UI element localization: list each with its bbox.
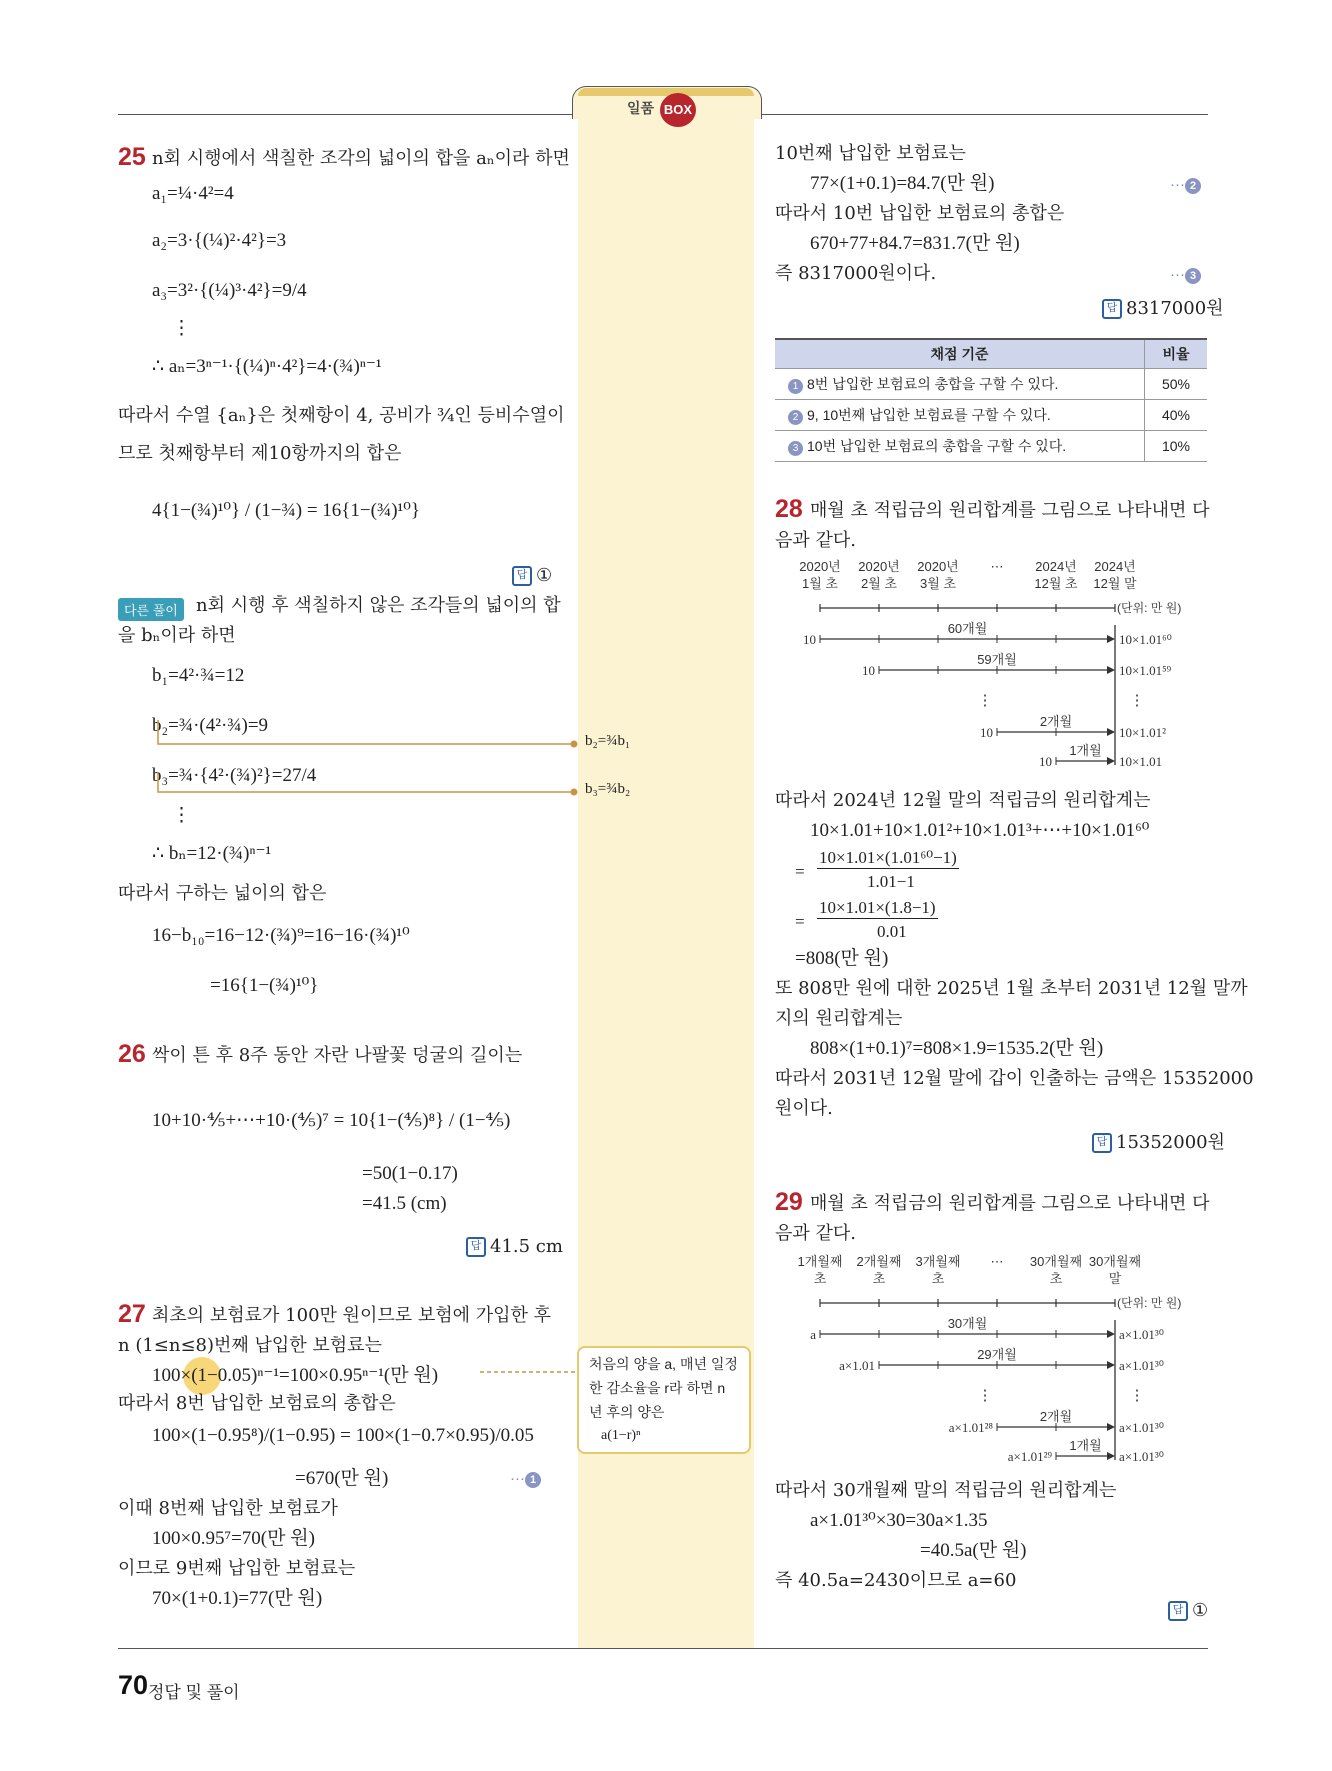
row-months: 2개월 [1039,1409,1073,1424]
timeline-col-label: 초 [813,1271,827,1286]
q27-line4: 100×0.95⁷=70(만 원) [152,1528,315,1549]
q25-number: 25 [118,143,146,171]
arrow-head [1107,757,1115,765]
answer-icon: 답 [512,566,532,586]
q27-t1: 따라서 8번 납입한 보험료의 총합은 [118,1393,396,1414]
timeline-col-label: 2020년 [799,559,841,574]
note-line4: a(1−r)ⁿ [601,1428,641,1443]
answer-icon: 답 [1102,299,1122,319]
q26-line3: =41.5 (cm) [362,1193,447,1214]
timeline-col-label: 초 [1049,1271,1063,1286]
q25-text2: 므로 첫째항부터 제10항까지의 합은 [118,443,402,464]
q29-number: 29 [775,1188,803,1216]
q28-frac1-den: 1.01−1 [867,872,915,891]
q28-frac1-num: 10×1.01×(1.01⁶⁰−1) [819,848,957,867]
step-marker: 1 [788,379,803,394]
q25-intro: n회 시행에서 색칠한 조각의 넓이의 합을 aₙ이라 하면 [152,148,570,169]
q26-answer [466,1236,563,1257]
row-end-value: 10×1.01² [1119,725,1166,740]
q25-bn: ∴ bₙ=12·(¾)ⁿ⁻¹ [152,843,272,864]
q25-connectors [150,720,620,810]
q29-l1: a×1.01³⁰×30=30a×1.35 [810,1510,988,1531]
q27-line3: =670(만 원) [295,1468,389,1489]
arrow-head [1107,1423,1115,1431]
row-end-value: 10×1.01⁵⁹ [1119,663,1172,678]
q25-line4: ∴ aₙ=3ⁿ⁻¹·{(¼)ⁿ·4²}=4·(¾)ⁿ⁻¹ [152,356,382,377]
row-start-value: 10 [803,632,816,647]
criteria-row [775,369,1207,400]
criteria-text: 8번 납입한 보험료의 총합을 구할 수 있다. [807,376,1059,392]
q27-l0: n (1≤n≤8)번째 납입한 보험료는 [118,1335,382,1356]
q25-alt-text2: 을 bₙ이라 하면 [118,625,236,646]
footer-label: 정답 및 풀이 [148,1683,240,1702]
criteria-header-row [775,339,1207,369]
row-start-value: a [810,1327,816,1342]
timeline-col-label: 2개월째 [856,1254,902,1269]
q27-r-l1: 77×(1+0.1)=84.7(만 원) [810,173,995,194]
timeline-col-label: 2024년 [1035,559,1077,574]
timeline-col-label: 12월 초 [1034,576,1078,591]
q29-answer [1168,1600,1208,1621]
timeline-col-label: 2020년 [917,559,959,574]
answer-icon: 답 [1092,1133,1112,1153]
row-start-value: 10 [1039,754,1052,769]
q29-intro2: 음과 같다. [775,1223,856,1244]
arrow-head [1107,1330,1115,1338]
row-months: 60개월 [947,621,988,636]
q25-header [118,143,146,172]
q29-answer-value: ① [1192,1600,1209,1621]
row-dots: ⋮ [977,1386,993,1404]
q26-number: 26 [118,1040,146,1068]
q27-r-l2: 670+77+84.7=831.7(만 원) [810,233,1020,254]
page-number: 70 [118,1670,149,1700]
row-start-value: 10 [862,663,875,678]
timeline-col-label: ⋯ [990,1254,1004,1269]
timeline-col-label: ⋯ [990,559,1004,574]
q25-b1: b₁=4²·¾=12 [152,665,245,686]
step-marker: 3 [788,441,803,456]
q27-line1: 100×(1−0.05)ⁿ⁻¹=100×0.95ⁿ⁻¹(만 원) [152,1365,439,1386]
row-months: 1개월 [1069,1438,1102,1453]
row-end-value: 10×1.01⁶⁰ [1119,632,1172,647]
row-end-value: a×1.01³⁰ [1119,1420,1164,1435]
criteria-rate: 40% [1145,400,1208,431]
q26-intro: 싹이 튼 후 8주 동안 자란 나팔꽃 덩굴의 길이는 [152,1045,523,1066]
criteria-text: 10번 납입한 보험료의 총합을 구할 수 있다. [807,438,1067,454]
q29-l3: 즉 40.5a=2430이므로 a=60 [775,1570,1017,1591]
row-end-value: a×1.01³⁰ [1119,1327,1164,1342]
row-months: 2개월 [1039,714,1073,729]
q26-line2: =50(1−0.17) [362,1163,458,1184]
criteria-text: 9, 10번째 납입한 보험료를 구할 수 있다. [807,407,1051,423]
unit-label: (단위: 만 원) [1117,601,1182,615]
q25-line2: a₂=3·{(¼)²·4²}=3 [152,230,287,251]
q28-answer [1092,1128,1225,1154]
note-line1: 처음의 양을 a, 매년 일정 [589,1356,738,1372]
row-months: 1개월 [1069,743,1102,758]
q25-dots: ⋮ [172,318,191,339]
q25-b2: b₂=¾·(4²·¾)=9 [152,715,269,736]
timeline-col-label: 2월 초 [861,576,897,591]
side-note-b3: b₃=¾b₂ [585,781,631,797]
q29-header [775,1188,803,1217]
timeline-col-label: 3월 초 [920,576,956,591]
q26-answer-value: 41.5 cm [490,1236,563,1257]
timeline-col-label: 말 [1108,1271,1122,1286]
q28-l4: =808(만 원) [795,948,889,969]
q27-r-t1: 10번째 납입한 보험료는 [775,143,966,164]
q25-answer [512,565,552,586]
arrow-head [1107,1452,1115,1460]
answer-icon: 답 [466,1237,486,1257]
row-end-value: a×1.01³⁰ [1119,1358,1164,1373]
timeline-col-label: 초 [931,1271,945,1286]
tip-note-box [577,1346,751,1454]
row-end-value: a×1.01³⁰ [1119,1449,1164,1464]
q29-t1: 따라서 30개월째 말의 적립금의 원리합계는 [775,1480,1117,1501]
q27-line2: 100×(1−0.95⁸)/(1−0.95) = 100×(1−0.7×0.95)/0.05 [152,1425,534,1446]
q27-t3: 이므로 9번째 납입한 보험료는 [118,1558,356,1579]
q28-number: 28 [775,495,803,523]
row-end-value: 10×1.01 [1119,754,1163,769]
q28-t4: 따라서 2031년 12월 말에 갑이 인출하는 금액은 15352000 [775,1068,1254,1089]
q29-intro1: 매월 초 적립금의 원리합계를 그림으로 나타내면 다 [810,1193,1210,1214]
timeline-col-label: 2024년 [1094,559,1136,574]
criteria-rate: 10% [1145,431,1208,462]
row-dots: ⋮ [977,691,993,709]
q25-answer-value: ① [536,565,553,586]
timeline-col-label: 2020년 [858,559,900,574]
q27-header [118,1300,146,1329]
q26-line1: 10+10·⅘+⋯+10·(⅘)⁷ = 10{1−(⅘)⁸} / (1−⅘) [152,1110,511,1131]
q25-bdots: ⋮ [172,805,191,826]
q28-frac2-den: 0.01 [877,922,907,941]
row-dots: ⋮ [1129,1386,1145,1404]
q27-step3: ··· 3 [1170,266,1201,284]
row-months: 59개월 [977,652,1017,667]
q25-alt-text1: n회 시행 후 색칠하지 않은 조각들의 넓이의 합 [196,595,561,616]
timeline-col-label: 1개월째 [797,1254,843,1269]
q27-t2: 이때 8번째 납입한 보험료가 [118,1498,338,1519]
q25-r2: =16{1−(¾)¹⁰} [210,975,319,996]
criteria-row [775,431,1207,462]
q27-dashed-connector [480,1370,580,1374]
q25-line3: a₃=3²·{(¼)³·4²}=9/4 [152,280,307,301]
q28-t1: 따라서 2024년 12월 말의 적립금의 원리합계는 [775,790,1151,811]
row-months: 29개월 [977,1347,1017,1362]
q27-step1: ··· 1 [510,1470,541,1488]
row-start-value: a×1.01 [839,1358,875,1373]
timeline-col-label: 30개월째 [1029,1254,1083,1269]
connector-dot [571,741,578,748]
q27-line5: 70×(1+0.1)=77(만 원) [152,1588,323,1609]
q28-frac2-num: 10×1.01×(1.8−1) [819,898,936,917]
arrow-head [1107,635,1115,643]
box-badge: BOX [660,93,696,127]
box-label: 일품 [627,100,655,116]
connector-dot [571,789,578,796]
q27-answer [1102,294,1224,320]
q29-l2: =40.5a(만 원) [920,1540,1027,1561]
criteria-rate: 50% [1145,369,1208,400]
row-dots: ⋮ [1129,691,1145,709]
q28-t3: 지의 원리합계는 [775,1008,903,1029]
row-start-value: a×1.01²⁸ [948,1420,993,1435]
q25-text1: 따라서 수열 {aₙ}은 첫째항이 4, 공비가 ¾인 등비수열이 [118,405,565,426]
q27-step2: ··· 2 [1170,176,1201,194]
criteria-row [775,400,1207,431]
q25-text3: 따라서 구하는 넓이의 합은 [118,883,327,904]
timeline-col-label: 12월 말 [1093,576,1137,591]
q28-l1: 10×1.01+10×1.01²+10×1.01³+⋯+10×1.01⁶⁰ [810,820,1150,841]
q27-intro: 최초의 보험료가 100만 원이므로 보험에 가입한 후 [152,1305,552,1326]
row-start-value: a×1.01²⁹ [1007,1449,1052,1464]
box-tab-accent [578,88,754,96]
arrow-head [1107,728,1115,736]
connector-b2 [158,720,574,744]
q27-r-t3: 즉 8317000원이다. [775,263,937,284]
timeline-col-label: 1월 초 [802,576,838,591]
side-note-b2: b₂=¾b₁ [585,733,631,749]
q28-answer-value: 15352000원 [1116,1132,1226,1153]
q28-intro2: 음과 같다. [775,530,856,551]
note-line2: 한 감소율을 r라 하면 n [589,1380,726,1396]
step-marker: 2 [788,410,803,425]
connector-b3 [158,772,574,792]
q28-diagram [775,555,1205,780]
q26-header [118,1040,146,1069]
q25-b3: b₃=¾·{4²·(¾)²}=27/4 [152,765,317,786]
alt-solution-badge: 다른 풀이 [118,598,184,621]
q29-diagram [775,1250,1205,1475]
timeline-col-label: 30개월째 [1088,1254,1142,1269]
answer-icon: 답 [1168,1601,1188,1621]
row-months: 30개월 [947,1316,988,1331]
q27-number: 27 [118,1300,146,1328]
footer-rule [118,1648,1208,1649]
arrow-head [1107,666,1115,674]
q27-r-t2: 따라서 10번 납입한 보험료의 총합은 [775,203,1065,224]
criteria-header: 채점 기준 [775,339,1145,369]
q25-sum: 4{1−(¾)¹⁰} / (1−¾) = 16{1−(¾)¹⁰} [152,500,420,521]
row-start-value: 10 [980,725,993,740]
q28-l5: 808×(1+0.1)⁷=808×1.9=1535.2(만 원) [810,1038,1104,1059]
q25-r1: 16−b₁₀=16−12·(¾)⁹=16−16·(¾)¹⁰ [152,925,410,946]
q28-t2: 또 808만 원에 대한 2025년 1월 초부터 2031년 12월 말까 [775,978,1248,999]
arrow-head [1107,1361,1115,1369]
note-line3: 년 후의 양은 [589,1404,665,1420]
q28-intro1: 매월 초 적립금의 원리합계를 그림으로 나타내면 다 [810,500,1210,521]
q27-answer-value: 8317000원 [1126,298,1224,319]
grading-criteria-table [775,338,1207,462]
timeline-col-label: 3개월째 [915,1254,961,1269]
q25-line1: a₁=¼·4²=4 [152,183,234,204]
unit-label: (단위: 만 원) [1117,1296,1182,1310]
q28-header [775,495,803,524]
timeline-col-label: 초 [872,1271,886,1286]
rate-header: 비율 [1145,339,1208,369]
q28-t5: 원이다. [775,1098,833,1119]
